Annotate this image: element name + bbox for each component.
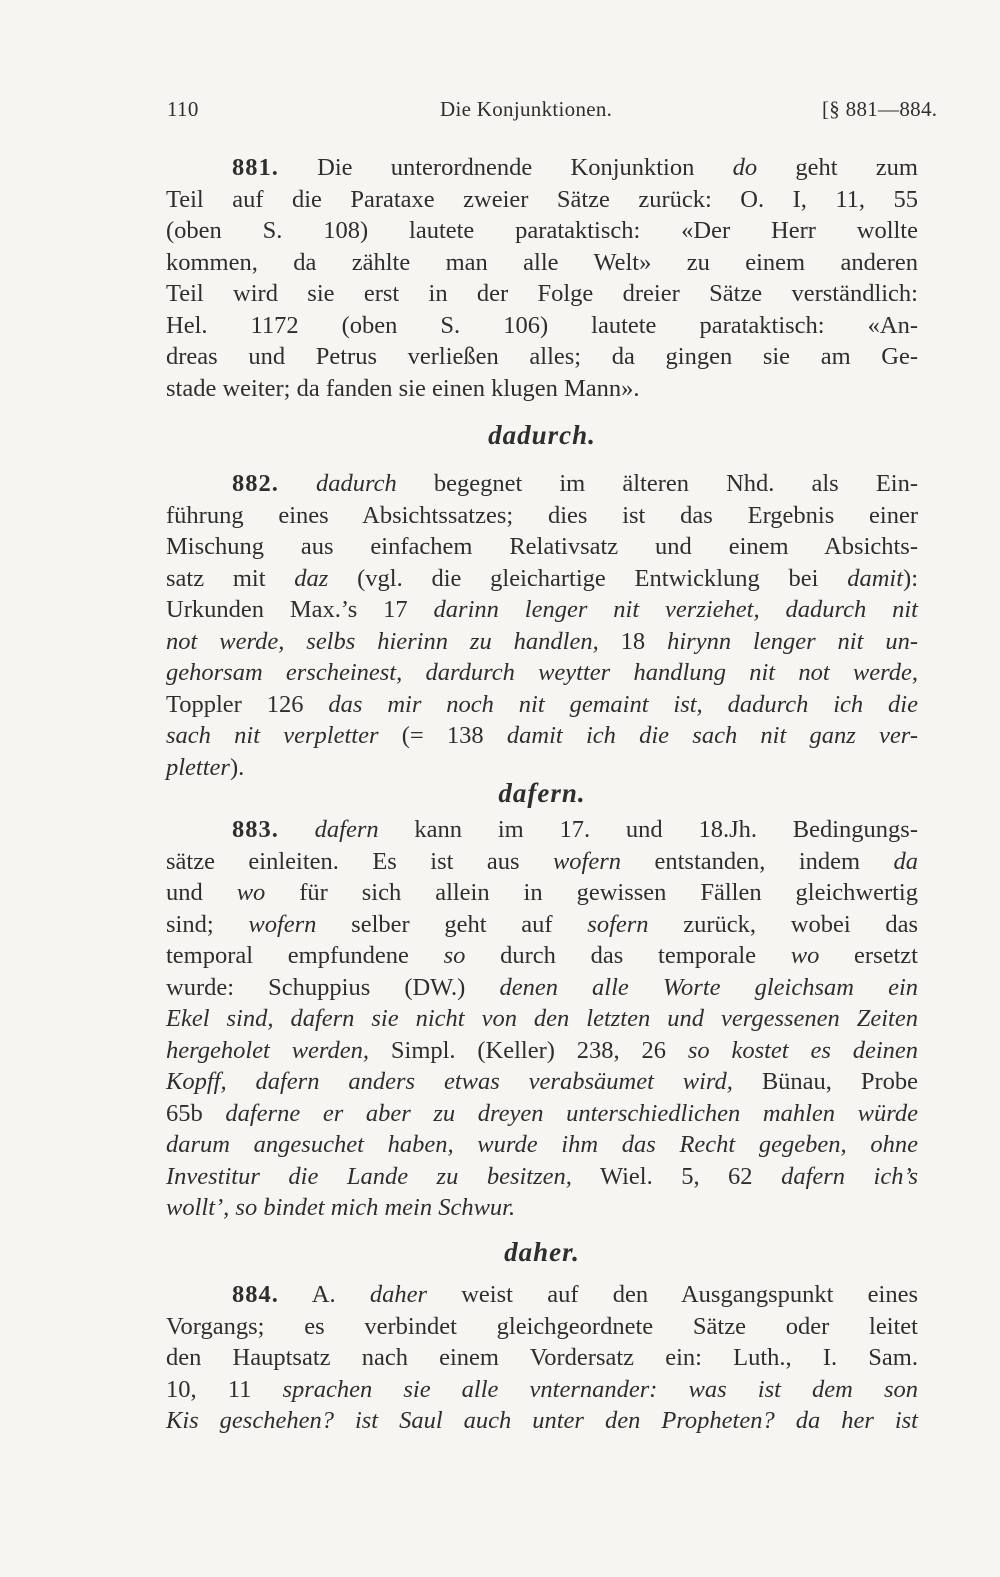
text-run: Vorgangs; es verbindet gleichgeordnete Sätze oder leitet bbox=[166, 1312, 918, 1340]
italic-quote: do bbox=[732, 154, 758, 181]
text-line bbox=[166, 247, 918, 279]
italic-quote: wofern bbox=[248, 910, 317, 938]
italic-quote: wofern bbox=[552, 847, 622, 875]
text-line bbox=[166, 152, 918, 184]
italic-quote: dadurch bbox=[315, 470, 397, 497]
text-run: A. bbox=[278, 1281, 370, 1308]
italic-quote: damit ich die sach nit ganz ver- bbox=[506, 722, 918, 749]
italic-quote: das mir noch nit gemaint ist, dadurch ich die bbox=[328, 690, 918, 718]
text-run: Wiel. 5, 62 bbox=[571, 1162, 782, 1190]
section-heading-dadurch: dadurch. bbox=[488, 420, 596, 450]
text-line bbox=[166, 1311, 918, 1343]
text-line bbox=[166, 814, 918, 846]
section-heading-dafern: dafern. bbox=[498, 778, 586, 808]
italic-quote: so bbox=[443, 942, 466, 969]
paragraph-882 bbox=[166, 468, 918, 783]
italic-quote: dafern bbox=[314, 816, 379, 843]
text-run: entstanden, indem bbox=[621, 847, 894, 875]
text-line bbox=[166, 468, 918, 500]
italic-quote: Ekel sind, dafern sie nicht von den letzten und vergessenen Zeiten bbox=[166, 1005, 918, 1032]
text-run: dreas und Petrus verließen alles; da gingen sie am Ge- bbox=[166, 343, 918, 370]
text-line bbox=[166, 1066, 918, 1098]
section-range: [§ 881—884. bbox=[822, 97, 938, 121]
italic-quote: daferne er aber zu dreyen unterschiedlichen mahlen würde bbox=[225, 1099, 919, 1127]
text-run: stade weiter; da fanden sie einen klugen Mann». bbox=[166, 374, 640, 402]
paragraph-883 bbox=[166, 814, 918, 1224]
italic-quote: sprachen sie alle vnternander: was ist dem son bbox=[282, 1375, 918, 1403]
text-line bbox=[166, 972, 918, 1004]
text-run: Toppler 126 bbox=[166, 690, 329, 718]
text-run: Die unterordnende Konjunktion bbox=[278, 154, 733, 181]
italic-quote: sach nit verpletter bbox=[166, 722, 379, 749]
text-run: sätze einleiten. Es ist aus bbox=[166, 847, 553, 875]
text-run: durch das temporale bbox=[465, 942, 791, 969]
text-run: 65b bbox=[166, 1099, 226, 1127]
text-line bbox=[166, 1374, 918, 1406]
text-run: Simpl. (Keller) 238, 26 bbox=[369, 1036, 688, 1064]
text-line bbox=[166, 215, 918, 247]
italic-quote: wo bbox=[790, 942, 820, 969]
italic-quote: daz bbox=[294, 564, 329, 592]
text-run: führung eines Absichtssatzes; dies ist das Ergebnis einer bbox=[166, 501, 918, 529]
italic-quote: darum angesuchet haben, wurde ihm das Recht gegeben, ohne bbox=[166, 1131, 918, 1158]
italic-quote: so kostet es deinen bbox=[687, 1036, 918, 1064]
italic-quote: daher bbox=[369, 1281, 427, 1308]
text-run: ersetzt bbox=[819, 942, 918, 969]
italic-quote: gehorsam erscheinest, dardurch weytter handlung nit not werde, bbox=[166, 659, 918, 686]
text-line bbox=[166, 657, 918, 689]
text-line bbox=[166, 341, 918, 373]
italic-quote: hergeholet werden, bbox=[166, 1036, 370, 1064]
text-line bbox=[166, 940, 918, 972]
text-run: (= 138 bbox=[378, 722, 507, 749]
text-run: satz mit bbox=[166, 564, 295, 592]
paragraph-884 bbox=[166, 1279, 918, 1437]
italic-quote: Kopff, dafern anders etwas verabsäumet wird, bbox=[166, 1068, 733, 1095]
text-run: begegnet im älteren Nhd. als Ein- bbox=[396, 470, 919, 497]
italic-quote: hirynn lenger nit un- bbox=[667, 627, 919, 655]
italic-quote: wo bbox=[236, 879, 266, 906]
text-run: Hel. 1172 (oben S. 106) lautete parataktisch: «An- bbox=[166, 311, 918, 339]
text-run: den Hauptsatz nach einem Vordersatz ein: Luth., I. Sam. bbox=[166, 1344, 918, 1371]
text-line bbox=[166, 278, 918, 310]
text-run: Teil wird sie erst in der Folge dreier Sätze verständlich: bbox=[166, 280, 918, 307]
paragraph-881 bbox=[166, 152, 918, 404]
text-run: für sich allein in gewissen Fällen gleichwertig bbox=[265, 879, 918, 906]
italic-quote: not werde, selbs hierinn zu handlen, bbox=[166, 627, 599, 655]
text-run: zurück, wobei das bbox=[648, 910, 918, 938]
italic-quote: pletter bbox=[166, 753, 230, 781]
text-run: (vgl. die gleichartige Entwicklung bei bbox=[328, 564, 848, 592]
italic-quote: darinn lenger nit verziehet, dadurch nit bbox=[433, 596, 918, 623]
italic-quote: sofern bbox=[587, 910, 649, 938]
text-run: wurde: Schuppius (DW.) bbox=[166, 973, 500, 1001]
text-line bbox=[166, 626, 918, 658]
text-run bbox=[279, 816, 315, 843]
text-run: Mischung aus einfachem Relativsatz und einem Absichts- bbox=[166, 533, 918, 560]
text-line bbox=[166, 720, 918, 752]
text-line bbox=[166, 1342, 918, 1374]
italic-quote: da bbox=[893, 847, 918, 875]
text-line bbox=[166, 310, 918, 342]
text-run: kann im 17. und 18.Jh. Bedingungs- bbox=[378, 816, 918, 843]
paragraph-number: 881. bbox=[232, 154, 279, 181]
text-run: (oben S. 108) lautete parataktisch: «Der Herr wollte bbox=[166, 217, 918, 244]
italic-quote: dafern ich’s bbox=[781, 1162, 918, 1190]
text-line bbox=[166, 1129, 918, 1161]
text-run: temporal empfundene bbox=[166, 942, 444, 969]
paragraph-number: 882. bbox=[232, 470, 279, 497]
text-line bbox=[166, 1035, 918, 1067]
italic-quote: wollt’, so bindet mich mein Schwur. bbox=[166, 1194, 516, 1221]
running-title: Die Konjunktionen. bbox=[440, 97, 613, 121]
italic-quote: Kis geschehen? ist Saul auch unter den Propheten? da her ist bbox=[166, 1407, 918, 1434]
text-line bbox=[166, 1161, 918, 1193]
section-heading-daher: daher. bbox=[504, 1237, 580, 1267]
text-run: ). bbox=[229, 753, 245, 781]
text-line bbox=[166, 909, 918, 941]
text-run: geht zum bbox=[757, 154, 918, 181]
text-run: weist auf den Ausgangspunkt eines bbox=[427, 1281, 918, 1308]
text-run: sind; bbox=[166, 910, 249, 938]
italic-quote: denen alle Worte gleichsam ein bbox=[499, 973, 918, 1001]
italic-quote: Investitur die Lande zu besitzen, bbox=[166, 1162, 572, 1190]
text-line bbox=[166, 1279, 918, 1311]
text-run: 18 bbox=[598, 627, 668, 655]
text-run: Teil auf die Parataxe zweier Sätze zurück: O. I, 11, 55 bbox=[166, 185, 918, 213]
text-line bbox=[166, 594, 918, 626]
text-line bbox=[166, 877, 918, 909]
text-line bbox=[166, 846, 918, 878]
paragraph-number: 884. bbox=[232, 1281, 279, 1308]
text-line bbox=[166, 184, 918, 216]
text-run: Bünau, Probe bbox=[732, 1068, 919, 1095]
text-run: ): bbox=[903, 564, 918, 592]
text-line bbox=[166, 1098, 918, 1130]
text-run: und bbox=[166, 879, 237, 906]
text-line bbox=[166, 1405, 918, 1437]
text-run: 10, 11 bbox=[166, 1375, 283, 1403]
text-line bbox=[166, 689, 918, 721]
paragraph-number: 883. bbox=[232, 816, 279, 843]
text-line bbox=[166, 531, 918, 563]
text-run: kommen, da zählte man alle Welt» zu einem anderen bbox=[166, 248, 918, 276]
text-line bbox=[166, 373, 918, 405]
page-number: 110 bbox=[167, 97, 199, 121]
text-run bbox=[279, 470, 316, 497]
text-run: Urkunden Max.’s 17 bbox=[166, 596, 434, 623]
text-line bbox=[166, 500, 918, 532]
text-run: selber geht auf bbox=[316, 910, 588, 938]
text-line bbox=[166, 563, 918, 595]
italic-quote: damit bbox=[847, 564, 904, 592]
text-line bbox=[166, 1192, 918, 1224]
text-line bbox=[166, 1003, 918, 1035]
